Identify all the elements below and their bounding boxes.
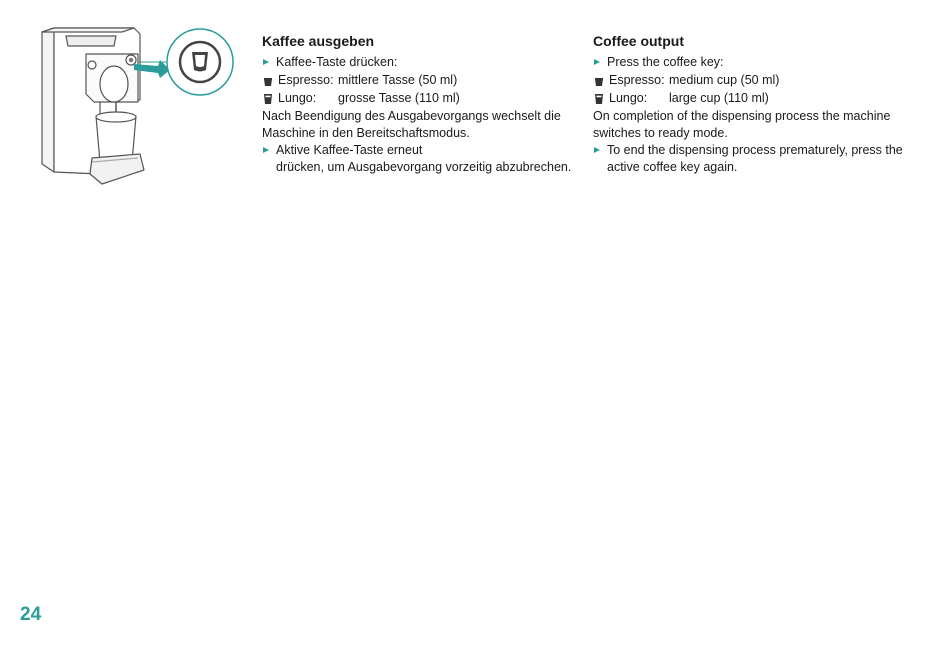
step-cancel-en xyxy=(593,142,913,176)
step-text: Kaffee-Taste drücken: xyxy=(276,55,398,69)
german-column xyxy=(262,32,574,176)
espresso-row-en xyxy=(593,72,913,89)
step-text-line1: Aktive Kaffee-Taste erneut xyxy=(276,143,423,157)
ready-mode-note-en: On completion of the dispensing process the machine switches to ready mode. xyxy=(593,109,891,140)
step-text: To end the dispensing process prematurely, press the active coffee key again. xyxy=(607,143,903,174)
ready-mode-note-de: Nach Beendigung des Ausgabevorgangs wechselt die Maschine in den Bereitschaftsmodus. xyxy=(262,109,561,140)
lungo-row-de xyxy=(262,90,574,107)
lungo-value: grosse Tasse (110 ml) xyxy=(338,91,460,105)
espresso-label: Espresso: xyxy=(609,73,665,87)
section-heading-en: Coffee output xyxy=(593,33,684,49)
espresso-cup-icon xyxy=(262,75,274,87)
espresso-cup-icon xyxy=(593,75,605,87)
bullet-triangle-icon xyxy=(263,59,269,65)
bullet-triangle-icon xyxy=(263,147,269,153)
bullet-triangle-icon xyxy=(594,59,600,65)
step-press-key-de xyxy=(262,54,574,71)
lungo-cup-icon xyxy=(262,93,274,105)
lungo-cup-icon xyxy=(593,93,605,105)
step-cancel-de xyxy=(262,142,574,176)
coffee-machine-illustration xyxy=(30,24,242,190)
step-text: Press the coffee key: xyxy=(607,55,724,69)
espresso-value: mittlere Tasse (50 ml) xyxy=(338,73,458,87)
espresso-label: Espresso: xyxy=(278,73,334,87)
page-number: 24 xyxy=(20,604,42,625)
espresso-value: medium cup (50 ml) xyxy=(669,73,780,87)
lungo-row-en xyxy=(593,90,913,107)
espresso-row-de xyxy=(262,72,574,89)
lungo-value: large cup (110 ml) xyxy=(669,91,769,105)
lungo-label: Lungo: xyxy=(278,91,317,105)
lungo-label: Lungo: xyxy=(609,91,648,105)
bullet-triangle-icon xyxy=(594,147,600,153)
step-text-line2: drücken, um Ausgabevorgang vorzeitig abzubrechen. xyxy=(276,160,572,174)
english-column xyxy=(593,32,913,176)
section-heading-de: Kaffee ausgeben xyxy=(262,33,375,49)
step-press-key-en xyxy=(593,54,913,71)
